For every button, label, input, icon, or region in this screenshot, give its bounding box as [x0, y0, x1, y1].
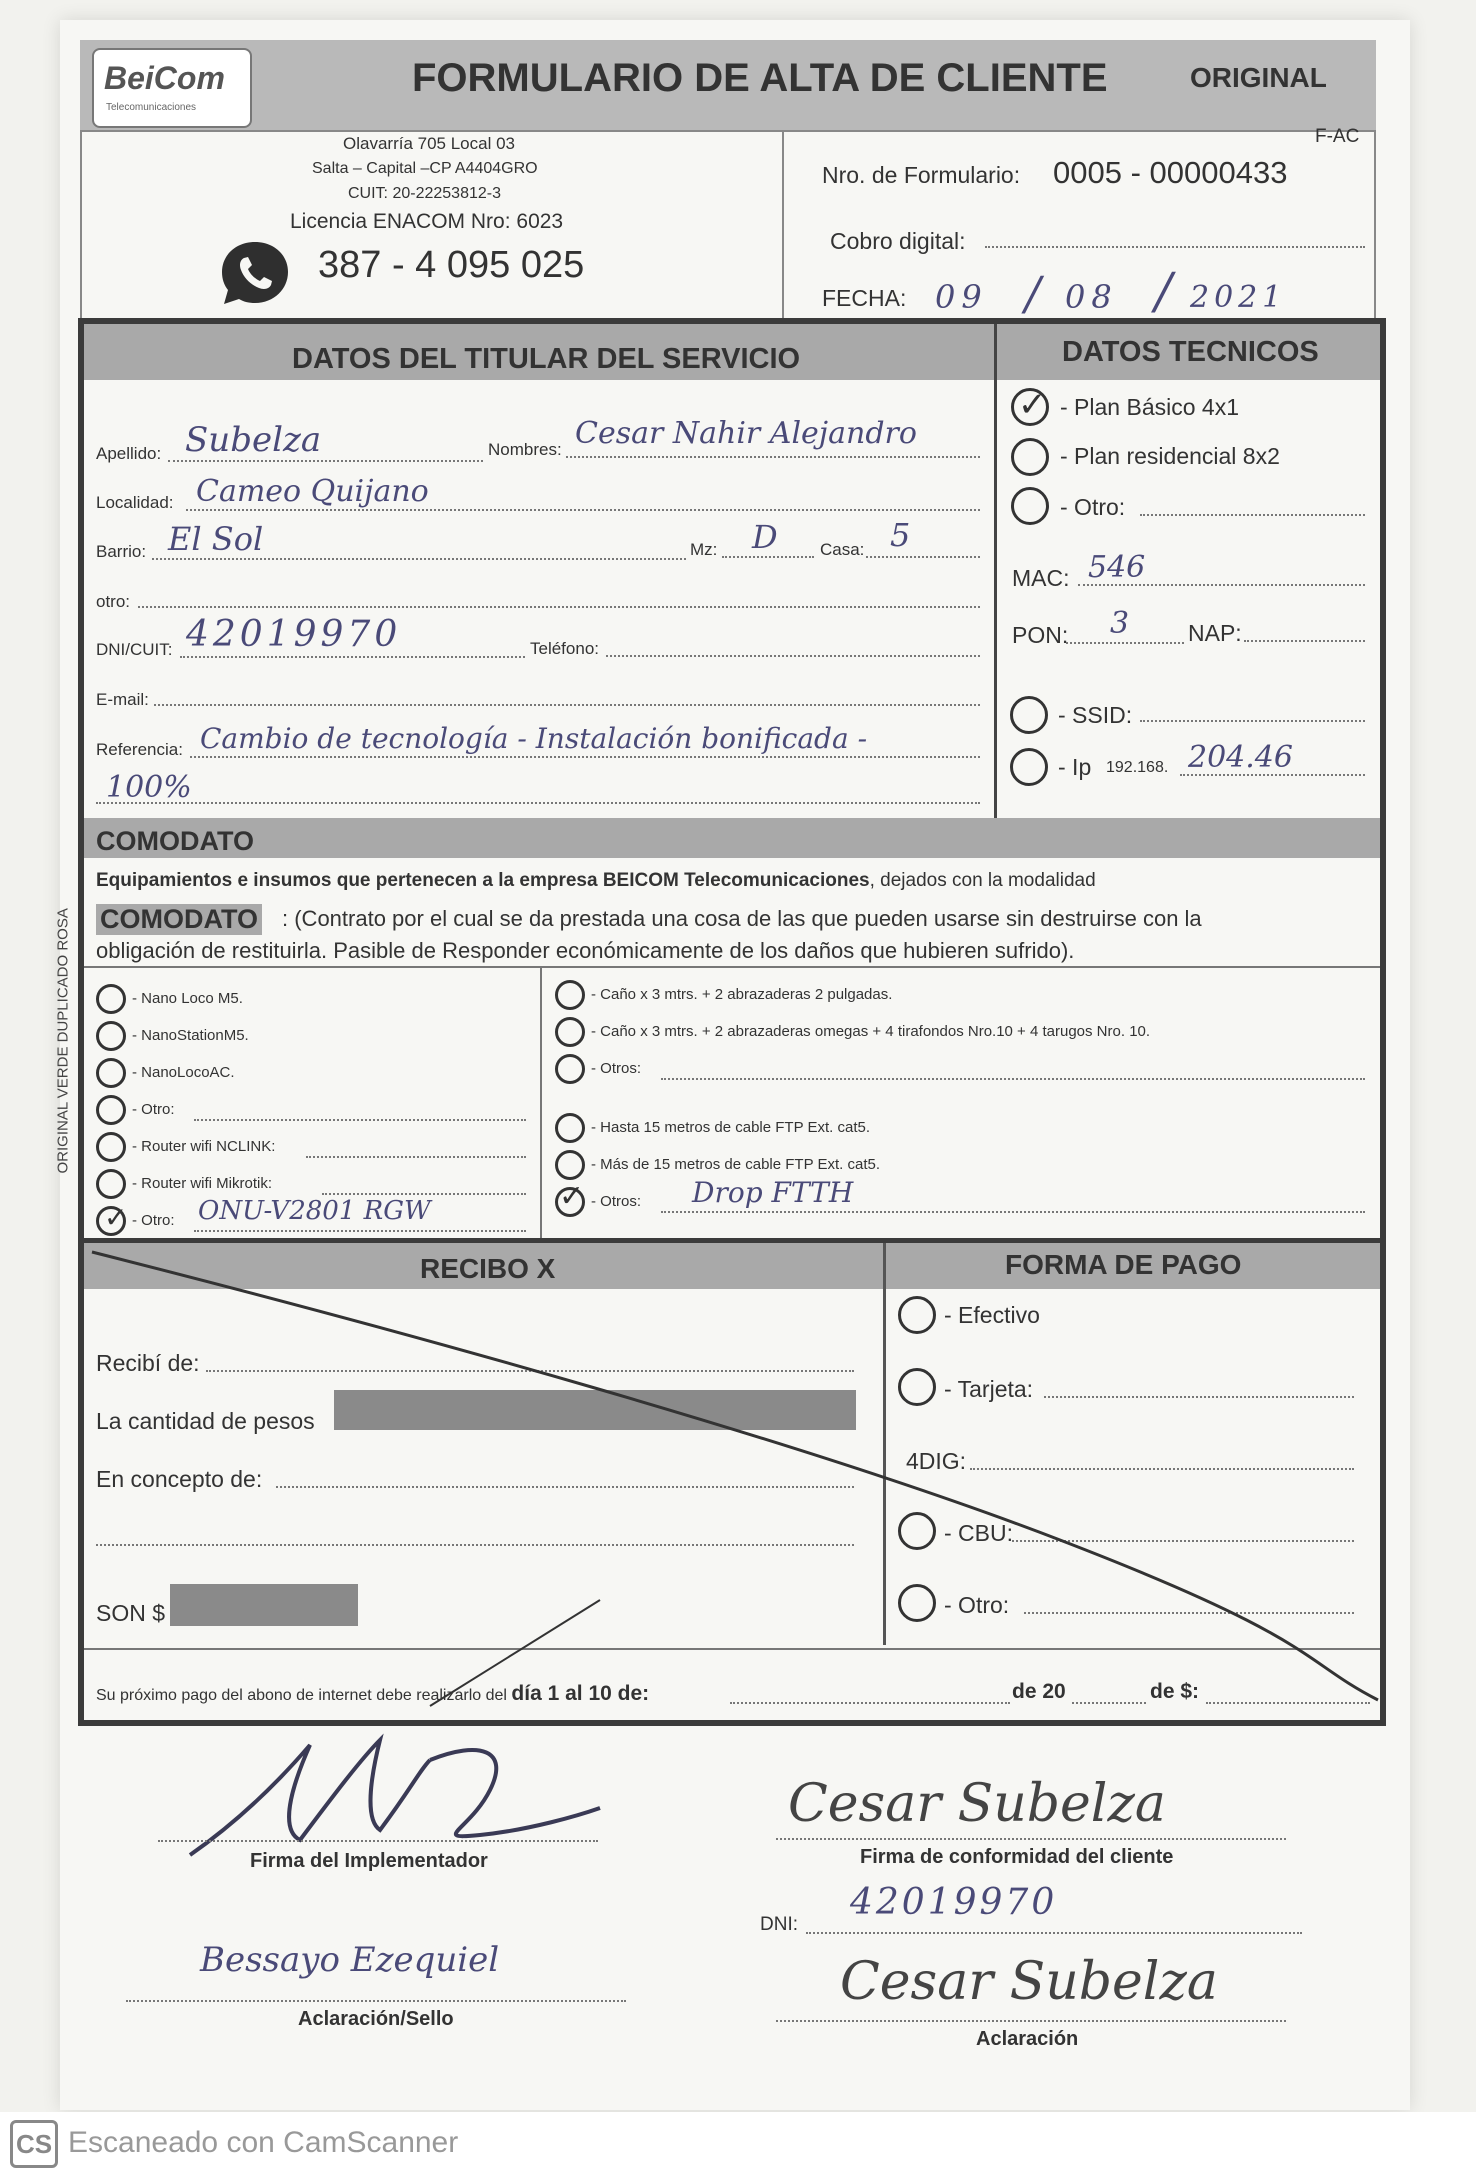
left-label: - NanoStationM5. [132, 1027, 249, 1044]
mac-label: MAC: [1012, 565, 1070, 591]
nombres-label: Nombres: [488, 440, 562, 459]
footer-de-pesos: de $: [1150, 1680, 1200, 1703]
cliente-signature: Cesar Subelza [788, 1774, 1166, 1834]
plan-basico-check-mark: ✓ [1018, 386, 1047, 424]
dig-label: 4DIG: [906, 1448, 967, 1474]
fecha-month: 08 [1065, 278, 1118, 316]
form-title: FORMULARIO DE ALTA DE CLIENTE [412, 56, 1108, 100]
cliente-dni-value: 42019970 [850, 1882, 1058, 1923]
address-line-2: Salta – Capital –CP A4404GRO [312, 160, 538, 177]
fecha-separator-1: / [1025, 266, 1041, 320]
ip-prefix: 192.168. [1106, 759, 1169, 776]
comodato-intro-bold: Equipamientos e insumos que pertenecen a la empresa BEICOM Telecomunicaciones [96, 870, 870, 891]
copy-label: ORIGINAL [1190, 62, 1327, 93]
aclaracion-label: Aclaración [976, 2028, 1079, 2050]
footer-note-prefix: Su próximo pago del abono de internet debe realizarlo del [96, 1687, 507, 1704]
left-label: - Otro: [132, 1212, 175, 1229]
comodato-definition-2: obligación de restituirla. Pasible de Responder económicamente de los daños que hubieren sufrido). [96, 938, 1075, 963]
recibo-section-title: RECIBO X [420, 1253, 556, 1284]
plan-basico-label: - Plan Básico 4x1 [1060, 394, 1239, 420]
localidad-label: Localidad: [96, 493, 174, 512]
left-label: - Otro: [132, 1101, 175, 1118]
comodato-term: COMODATO [96, 904, 262, 935]
logo-subtitle: Telecomunicaciones [106, 102, 197, 113]
right-label: - Otros: [591, 1060, 642, 1077]
plan-residencial-label: - Plan residencial 8x2 [1060, 443, 1280, 469]
fecha-year: 2021 [1190, 280, 1287, 315]
form-number: 0005 - 00000433 [1053, 155, 1288, 190]
phone-number: 387 - 4 095 025 [318, 244, 585, 286]
ip-label: - Ip [1058, 754, 1092, 780]
tecnicos-section-title: DATOS TECNICOS [1062, 336, 1319, 368]
aclaracion-value: Cesar Subelza [840, 1952, 1218, 2012]
side-copy-text: ORIGINAL VERDE DUPLICADO ROSA [54, 908, 72, 1174]
email-label: E-mail: [96, 690, 149, 709]
cliente-label: Firma de conformidad del cliente [860, 1846, 1174, 1868]
comodato-section-title: COMODATO [96, 826, 254, 856]
pago-otro-label: - Otro: [944, 1592, 1010, 1618]
pago-section-title: FORMA DE PAGO [1005, 1249, 1242, 1280]
cantidad-label: La cantidad de pesos [96, 1408, 315, 1434]
dni-value: 42019970 [186, 614, 402, 655]
camscanner-text: Escaneado con CamScanner [68, 2126, 459, 2159]
cbu-label: - CBU: [944, 1520, 1013, 1546]
form-code: F-AC [1315, 126, 1360, 147]
implementador-line [158, 1840, 598, 1842]
referencia-label: Referencia: [96, 740, 183, 759]
aclaracion-sello-value: Bessayo Ezequiel [200, 1940, 500, 1980]
right-label: - Caño x 3 mtrs. + 2 abrazaderas 2 pulgadas. [591, 986, 893, 1003]
aclaracion-sello-label: Aclaración/Sello [298, 2008, 454, 2030]
cliente-dni-label: DNI: [760, 1914, 798, 1935]
nombres-value: Cesar Nahir Alejandro [575, 416, 917, 451]
footer-note-bold: día 1 al 10 de: [511, 1682, 650, 1705]
efectivo-label: - Efectivo [944, 1302, 1040, 1328]
right-label: - Hasta 15 metros de cable FTP Ext. cat5. [591, 1119, 871, 1136]
referencia-value-2: 100% [106, 770, 192, 805]
pon-label: PON: [1012, 622, 1069, 648]
mz-label: Mz: [690, 540, 718, 559]
telefono-label: Teléfono: [530, 639, 599, 658]
camscanner-badge: CS [10, 2120, 58, 2168]
mz-value: D [752, 518, 778, 556]
implementador-label: Firma del Implementador [250, 1850, 488, 1872]
cuit: CUIT: 20-22253812-3 [348, 185, 501, 202]
aclaracion-line [776, 2020, 1286, 2022]
left-label: - Router wifi Mikrotik: [132, 1175, 273, 1192]
right-label: - Otros: [591, 1193, 642, 1210]
cliente-dni-line [806, 1932, 1302, 1934]
casa-value: 5 [890, 516, 911, 554]
ssid-label: - SSID: [1058, 702, 1133, 728]
nap-label: NAP: [1188, 620, 1242, 646]
barrio-value: El Sol [168, 520, 264, 558]
left-label: - NanoLocoAC. [132, 1064, 235, 1081]
mac-value: 546 [1088, 550, 1146, 585]
left-otro-check-mark: ✓ [104, 1202, 128, 1233]
right-label: - Más de 15 metros de cable FTP Ext. cat5. [591, 1156, 881, 1173]
titular-section-title: DATOS DEL TITULAR DEL SERVICIO [292, 343, 801, 375]
comodato-intro-rest: , dejados con la modalidad [869, 870, 1096, 891]
right-label: - Caño x 3 mtrs. + 2 abrazaderas omegas + 4 tirafondos Nro.10 + 4 tarugos Nro. 10. [591, 1023, 1151, 1040]
plan-otro-label: - Otro: [1060, 494, 1126, 520]
left-label: - Nano Loco M5. [132, 990, 243, 1007]
referencia-value-1: Cambio de tecnología - Instalación bonificada - [200, 722, 868, 755]
concepto-label: En concepto de: [96, 1466, 263, 1492]
ip-value: 204.46 [1188, 740, 1293, 775]
logo-text: BeiCom [104, 60, 225, 96]
footer-de20: de 20 [1012, 1680, 1066, 1703]
casa-label: Casa: [820, 540, 865, 559]
left-otro-value: ONU-V2801 RGW [198, 1196, 431, 1226]
address-line-1: Olavarría 705 Local 03 [343, 134, 515, 153]
fecha-label: FECHA: [822, 285, 907, 311]
localidad-value: Cameo Quijano [196, 474, 429, 509]
left-label: - Router wifi NCLINK: [132, 1138, 276, 1155]
form-number-label: Nro. de Formulario: [822, 162, 1021, 188]
fecha-day: 09 [935, 278, 988, 316]
fecha-separator-2: / [1155, 262, 1172, 320]
right-otros-check-mark: ✓ [559, 1180, 585, 1213]
comodato-definition-1: : (Contrato por el cual se da prestada una cosa de las que pueden usarse sin destruirse con la [282, 906, 1202, 931]
cobro-digital-label: Cobro digital: [830, 228, 966, 254]
apellido-label: Apellido: [96, 444, 162, 463]
recibi-label: Recibí de: [96, 1350, 200, 1376]
barrio-label: Barrio: [96, 542, 147, 561]
aclaracion-sello-line [126, 2000, 626, 2002]
dni-label: DNI/CUIT: [96, 640, 173, 659]
apellido-value: Subelza [185, 420, 322, 460]
otro-label: otro: [96, 592, 131, 611]
son-label: SON $ [96, 1600, 166, 1626]
license: Licencia ENACOM Nro: 6023 [290, 210, 564, 233]
tarjeta-label: - Tarjeta: [944, 1376, 1034, 1402]
implementador-signature [180, 1720, 620, 1870]
cliente-line [776, 1838, 1286, 1840]
right-otros-value: Drop FTTH [692, 1176, 854, 1209]
pon-value: 3 [1110, 606, 1130, 641]
